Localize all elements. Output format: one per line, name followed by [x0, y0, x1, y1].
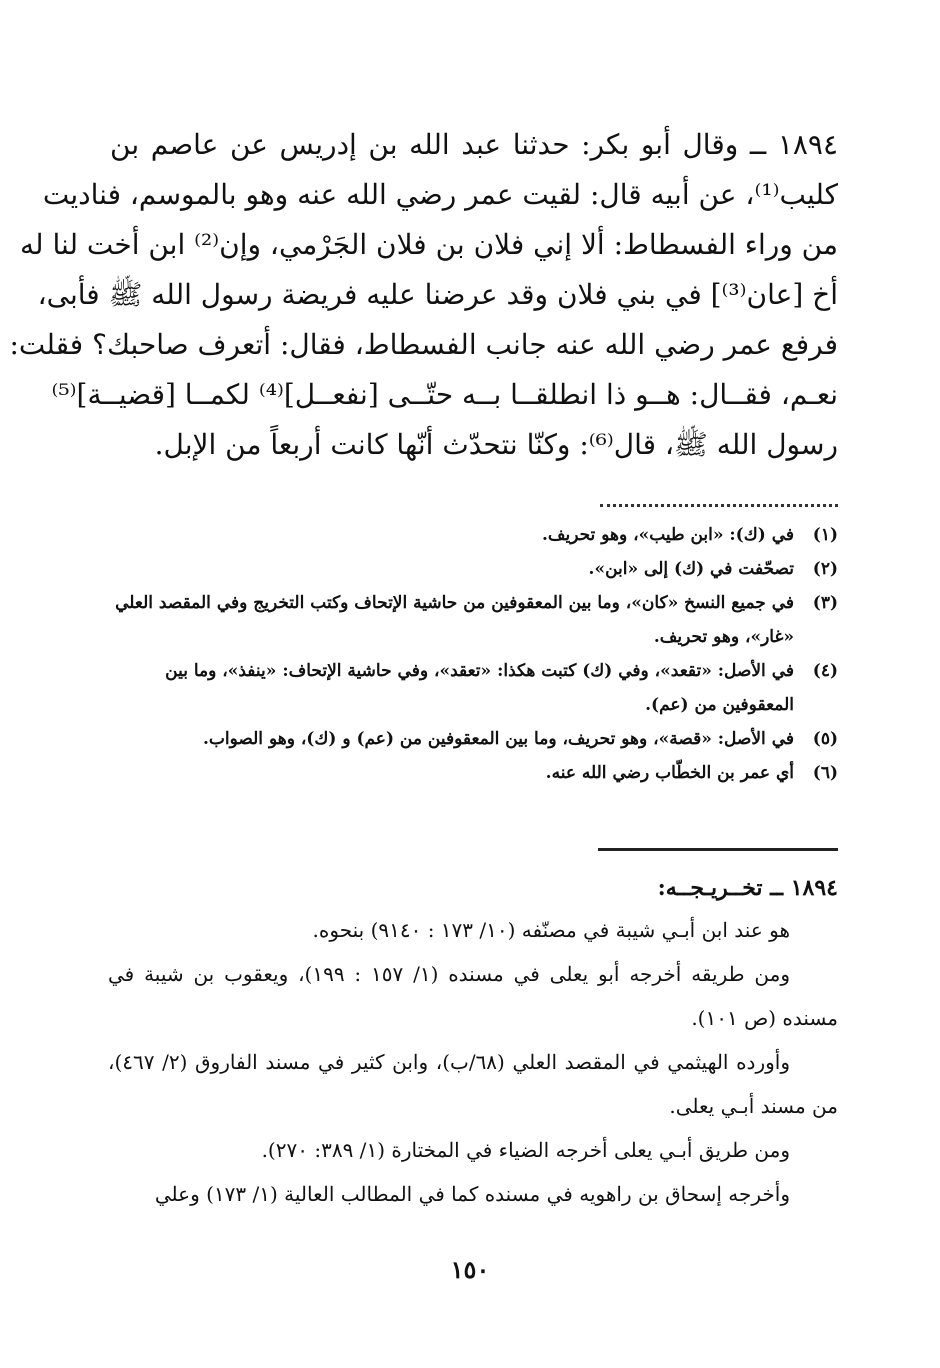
page-number: ١٥٠: [450, 1255, 490, 1284]
footnote-text: في جميع النسخ «كان»، وما بين المعقوفين من حاشية الإتحاف وكتب التخريج وفي المقصد العلي «غار»، وهو تحريف.: [115, 593, 794, 647]
section-divider: [598, 848, 838, 851]
footnote: [108, 722, 838, 756]
footnote: [108, 654, 838, 722]
footnote-number: (٥): [812, 729, 838, 749]
footnotes: [108, 518, 838, 790]
takhrij-paragraph: ومن طريقه أخرجه أبو يعلى في مسنده (١/ ١٥٧ : ١٩٩)، ويعقوب بن شيبة في مسنده (ص ١٠١).: [108, 962, 838, 1030]
footnote-text: في الأصل: «قصة»، وهو تحريف، وما بين المعقوفين من (عم) و (ك)، وهو الصواب.: [202, 729, 794, 749]
footnote: [108, 586, 838, 654]
text-line: فرفع عمر رضي الله عنه جانب الفسطاط، فقال: أتعرف صاحبك؟ فقلت:: [9, 328, 838, 361]
takhrij-section: [108, 868, 838, 1216]
footnote: [108, 552, 838, 586]
footnote-number: (٤): [812, 661, 838, 681]
footnote-number: (٣): [812, 593, 838, 613]
footnote-number: (٦): [812, 763, 838, 783]
takhrij-paragraph: هو عند ابن أبـي شيبة في مصنّفه (١٠/ ١٧٣ : ٩١٤٠) بنحوه.: [312, 918, 790, 942]
text-line: رسول الله ﷺ، قال⁽⁶⁾: وكنّا نتحدّث أنّها كانت أربعاً من الإبل.: [154, 428, 838, 461]
footnote-separator: [600, 484, 838, 507]
takhrij-heading: ١٨٩٤ ــ تخــريـجــه:: [657, 875, 838, 901]
text-line: كليب⁽¹⁾، عن أبيه قال: لقيت عمر رضي الله عنه وهو بالموسم، فناديت: [42, 178, 838, 211]
footnote-text: أي عمر بن الخطّاب رضي الله عنه.: [545, 763, 794, 783]
takhrij-paragraph: ومن طريق أبـي يعلى أخرجه الضياء في المختارة (١/ ٣٨٩: ٢٧٠).: [261, 1138, 790, 1162]
footnote-number: (٢): [812, 559, 838, 579]
takhrij-paragraph: وأورده الهيثمي في المقصد العلي (٦٨/ب)، وابن كثير في مسند الفاروق (٢/ ٤٦٧)، من مسند أبـي يعلى.: [108, 1050, 838, 1118]
footnote-text: تصحّفت في (ك) إلى «ابن».: [588, 559, 794, 579]
text-line: ١٨٩٤ ــ وقال أبو بكر: حدثنا عبد الله بن إدريس عن عاصم بن: [110, 128, 838, 161]
footnote-text: في الأصل: «تقعد»، وفي (ك) كتبت هكذا: «تعقد»، وفي حاشية الإتحاف: «ينفذ»، وما بين المعقوفين من (عم).: [165, 661, 794, 715]
footnote-text: في (ك): «ابن طيب»، وهو تحريف.: [541, 525, 794, 545]
footnote: [108, 756, 838, 790]
takhrij-paragraph: وأخرجه إسحاق بن راهويه في مسنده كما في المطالب العالية (١/ ١٧٣) وعلي: [154, 1182, 790, 1206]
footnote-number: (١): [812, 525, 838, 545]
text-line: أخ [عان⁽³⁾] في بني فلان وقد عرضنا عليه فريضة رسول الله ﷺ فأبى،: [37, 278, 838, 311]
footnote: [108, 518, 838, 552]
text-line: من وراء الفسطاط: ألا إني فلان بن فلان الجَرْمي، وإن⁽²⁾ ابن أخت لنا له: [20, 228, 838, 261]
text-line: نعـم، فقــال: هــو ذا انطلقــا بــه حتّــى [نفعــل]⁽⁴⁾ لكمــا [قضيــة]⁽⁵⁾: [51, 378, 838, 411]
hadith-text: [9, 120, 838, 470]
